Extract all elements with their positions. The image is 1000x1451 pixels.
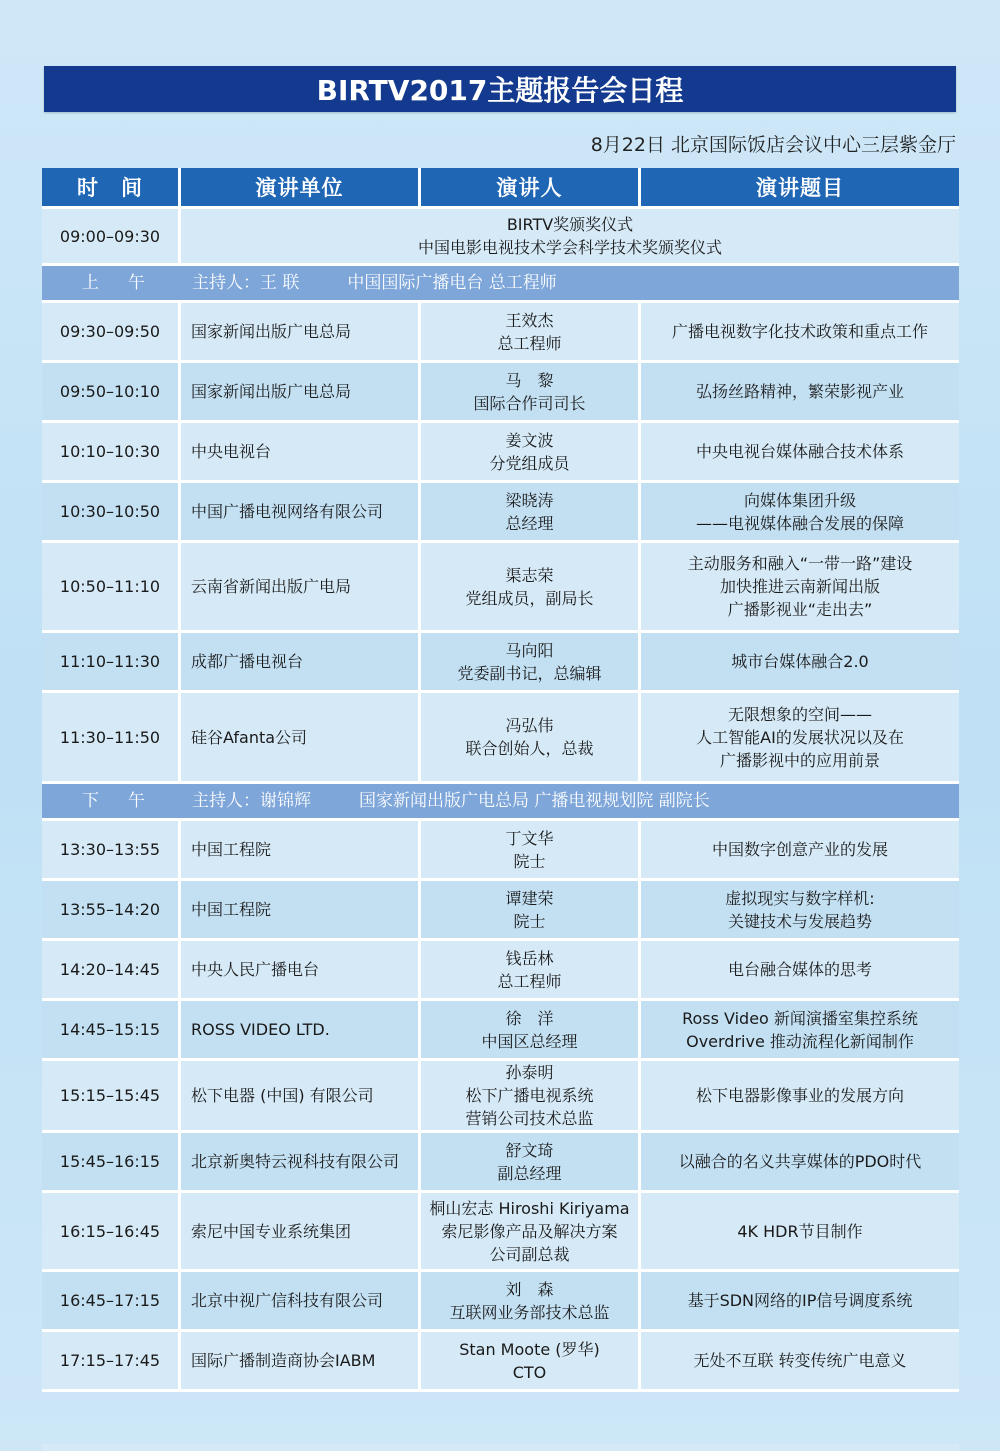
header-organization: 演讲单位 [181,168,421,209]
row-topic [641,1001,959,1061]
page-title: BIRTV2017主题报告会日程 [44,66,956,112]
topic-line: 主动服务和融入“一带一路”建设 [687,554,913,573]
row-speaker [421,693,641,784]
topic-line: Overdrive 推动流程化新闻制作 [686,1031,914,1051]
row-organization: 成都广播电视台 [181,633,421,693]
topic-line: Ross Video 新闻演播室集控系统 [682,1008,918,1028]
row-topic [641,1193,959,1272]
row-time: 14:20–14:45 [42,941,181,1001]
row-topic [641,1061,959,1133]
morning-session-row [42,266,959,303]
row-time: 14:45–15:15 [42,1001,181,1061]
row-speaker [421,1133,641,1193]
session-host: 主持人：王 联 [192,272,300,293]
speaker-line: 徐 洋 [505,1008,554,1028]
row-speaker [421,1061,641,1133]
speaker-line: CTO [512,1362,547,1382]
row-topic [641,881,959,941]
row-organization: 中央人民广播电台 [181,941,421,1001]
row-time: 13:55–14:20 [42,881,181,941]
header-speaker: 演讲人 [421,168,641,209]
speaker-line: 营销公司技术总监 [465,1109,594,1128]
row-speaker [421,1193,641,1272]
opening-ceremony-row [42,209,959,266]
row-speaker [421,633,641,693]
row-topic [641,1332,959,1392]
speaker-line: 国际合作司司长 [473,393,586,413]
topic-line: 中央电视台媒体融合技术体系 [695,442,904,461]
row-organization: 北京中视广信科技有限公司 [181,1272,421,1332]
table-row [42,1001,959,1061]
table-row [42,483,959,543]
speaker-line: 冯弘伟 [505,716,554,735]
row-topic [641,363,959,423]
row-topic [641,303,959,363]
session-host-org: 中国国际广播电台 总工程师 [347,272,557,293]
speaker-line: 联合创始人，总裁 [465,739,594,758]
row-speaker [421,821,641,881]
session-host-org: 国家新闻出版广电总局 广播电视规划院 副院长 [359,790,710,811]
row-organization: 北京新奥特云视科技有限公司 [181,1133,421,1193]
speaker-line: 院士 [513,911,546,931]
topic-line: 广播影视业“走出去” [727,600,873,619]
topic-line: 无处不互联 转变传统广电意义 [693,1351,907,1370]
row-time: 11:10–11:30 [42,633,181,693]
speaker-line: 分党组成员 [489,453,570,473]
topic-line: 加快推进云南新闻出版 [719,577,880,596]
speaker-line: 姜文波 [505,430,554,450]
topic-line: 广播电视数字化技术政策和重点工作 [671,322,928,341]
topic-line: 电台融合媒体的思考 [727,960,872,979]
row-topic [641,1272,959,1332]
row-topic [641,693,959,784]
table-row [42,423,959,483]
row-topic [641,633,959,693]
row-speaker [421,1272,641,1332]
row-time: 13:30–13:55 [42,821,181,881]
speaker-line: 钱岳林 [505,948,554,968]
row-speaker [421,303,641,363]
table-row [42,881,959,941]
row-organization: 索尼中国专业系统集团 [181,1193,421,1272]
row-topic [641,941,959,1001]
speaker-line: 党组成员，副局长 [465,588,594,608]
table-row [42,1061,959,1133]
topic-line: ——电视媒体融合发展的保障 [695,513,904,533]
row-topic [641,821,959,881]
opening-line: 中国电影电视技术学会科学技术奖颁奖仪式 [417,238,722,257]
speaker-line: 马 黎 [505,370,554,390]
row-time: 10:50–11:10 [42,543,181,633]
table-row [42,941,959,1001]
speaker-line: 总工程师 [497,971,562,991]
speaker-line: 谭建荣 [505,888,554,908]
row-time: 09:30–09:50 [42,303,181,363]
row-speaker [421,941,641,1001]
row-time: 09:50–10:10 [42,363,181,423]
row-organization: 国际广播制造商协会IABM [181,1332,421,1392]
row-time: 15:15–15:45 [42,1061,181,1133]
topic-line: 关键技术与发展趋势 [727,911,872,931]
row-time: 11:30–11:50 [42,693,181,784]
speaker-line: 渠志荣 [505,565,554,585]
speaker-line: 总经理 [505,513,554,533]
row-speaker [421,423,641,483]
speaker-line: 王效杰 [505,310,554,330]
table-bottom-strip [42,1444,959,1451]
row-organization: 国家新闻出版广电总局 [181,363,421,423]
row-speaker [421,1332,641,1392]
speaker-line: 刘 森 [505,1279,554,1299]
table-header-row [42,168,959,209]
row-organization: 硅谷Afanta公司 [181,693,421,784]
table-row [42,1133,959,1193]
speaker-line: 总工程师 [497,333,562,353]
topic-line: 人工智能AI的发展状况以及在 [696,727,904,747]
row-topic [641,423,959,483]
row-speaker [421,1001,641,1061]
speaker-line: 互联网业务部技术总监 [449,1302,610,1322]
topic-line: 虚拟现实与数字样机: [725,888,875,908]
row-speaker [421,543,641,633]
speaker-line: 桐山宏志 Hiroshi Kiriyama [429,1198,630,1218]
speaker-line: 副总经理 [497,1163,562,1183]
topic-line: 弘扬丝路精神，繁荣影视产业 [695,382,904,401]
speaker-line: 马向阳 [505,640,554,660]
topic-line: 松下电器影像事业的发展方向 [695,1086,904,1105]
event-date-venue: 8月22日 北京国际饭店会议中心三层紫金厅 [590,134,956,156]
table-row [42,821,959,881]
session-label: 上 午 [82,272,151,293]
table-row [42,1193,959,1272]
header-time: 时 间 [42,168,181,209]
afternoon-session-row [42,784,959,821]
session-label: 下 午 [82,790,151,811]
speaker-line: 院士 [513,851,546,871]
row-time: 10:10–10:30 [42,423,181,483]
row-time: 10:30–10:50 [42,483,181,543]
schedule-table [42,168,959,1392]
row-organization: 国家新闻出版广电总局 [181,303,421,363]
row-speaker [421,881,641,941]
afternoon-session-bar [42,784,959,821]
speaker-line: 丁文华 [505,828,554,848]
speaker-line: Stan Moote (罗华) [459,1339,600,1359]
table-row [42,693,959,784]
topic-line: 城市台媒体融合2.0 [731,652,869,671]
speaker-line: 孙泰明 [505,1063,554,1082]
row-time: 15:45–16:15 [42,1133,181,1193]
topic-line: 中国数字创意产业的发展 [711,840,888,859]
row-organization: 中央电视台 [181,423,421,483]
speaker-line: 党委副书记，总编辑 [457,663,602,683]
row-organization: 云南省新闻出版广电局 [181,543,421,633]
row-speaker [421,483,641,543]
row-organization: ROSS VIDEO LTD. [181,1001,421,1061]
opening-line: BIRTV奖颁奖仪式 [506,215,634,234]
row-speaker [421,363,641,423]
session-host: 主持人：谢锦辉 [192,790,311,811]
speaker-line: 松下广播电视系统 [465,1086,594,1105]
topic-line: 广播影视中的应用前景 [719,750,880,770]
topic-line: 向媒体集团升级 [743,490,856,510]
speaker-line: 舒文琦 [505,1140,554,1160]
table-row [42,633,959,693]
morning-session-bar [42,266,959,303]
row-time: 17:15–17:45 [42,1332,181,1392]
header-topic: 演讲题目 [641,168,959,209]
opening-ceremony [181,209,959,266]
row-topic [641,483,959,543]
table-row [42,1272,959,1332]
topic-line: 基于SDN网络的IP信号调度系统 [687,1291,913,1310]
speaker-line: 索尼影像产品及解决方案 [441,1221,618,1241]
row-topic [641,1133,959,1193]
topic-line: 以融合的名义共享媒体的PDO时代 [678,1152,922,1171]
row-organization: 中国广播电视网络有限公司 [181,483,421,543]
table-row [42,1332,959,1392]
row-organization: 中国工程院 [181,821,421,881]
table-row [42,363,959,423]
row-topic [641,543,959,633]
speaker-line: 公司副总裁 [489,1244,570,1264]
row-time: 16:45–17:15 [42,1272,181,1332]
speaker-line: 中国区总经理 [481,1031,578,1051]
opening-time: 09:00–09:30 [42,209,181,266]
table-row [42,303,959,363]
table-row [42,543,959,633]
topic-line: 4K HDR节目制作 [737,1221,863,1241]
topic-line: 无限想象的空间—— [727,704,872,724]
row-organization: 中国工程院 [181,881,421,941]
speaker-line: 梁晓涛 [505,490,554,510]
row-organization: 松下电器 (中国) 有限公司 [181,1061,421,1133]
row-time: 16:15–16:45 [42,1193,181,1272]
